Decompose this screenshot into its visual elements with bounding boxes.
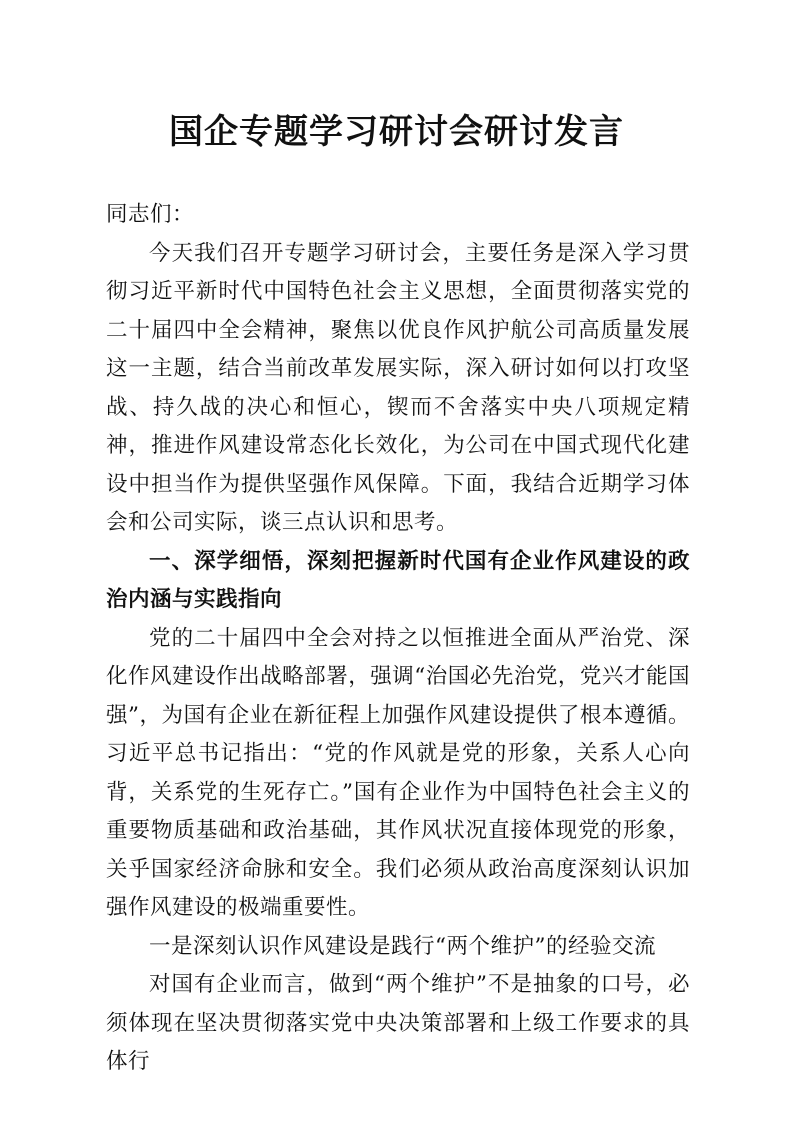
section-heading-1: 一、深学细悟，深刻把握新时代国有企业作风建设的政治内涵与实践指向 (106, 548, 690, 612)
paragraph-subsection-1: 对国有企业而言，做到“两个维护”不是抽象的口号，必须体现在坚决贯彻落实党中央决策部署和上级工作要求的具体行 (106, 972, 690, 1074)
document-body (106, 196, 690, 1082)
paragraph-section-1: 党的二十届四中全会对持之以恒推进全面从严治党、深化作风建设作出战略部署，强调“治国必先治党，党兴才能国强”，为国有企业在新征程上加强作风建设提供了根本遵循。习近平总书记指出：“党的作风就是党的形象，关系人心向背，关系党的生死存亡。”国有企业作为中国特色社会主义的重要物质基础和政治基础，其作风状况直接体现党的形象，关乎国家经济命脉和安全。我们必须从政治高度深刻认识加强作风建设的极端重要性。 (106, 625, 690, 920)
paragraph-intro: 今天我们召开专题学习研讨会，主要任务是深入学习贯彻习近平新时代中国特色社会主义思想，全面贯彻落实党的二十届四中全会精神，聚焦以优良作风护航公司高质量发展这一主题，结合当前改革发展实际，深入研讨如何以打攻坚战、持久战的决心和恒心，锲而不舍落实中央八项规定精神，推进作风建设常态化长效化，为公司在中国式现代化建设中担当作为提供坚强作风保障。下面，我结合近期学习体会和公司实际，谈三点认识和思考。 (106, 240, 690, 535)
salutation: 同志们： (106, 202, 195, 227)
document-title: 国企专题学习研讨会研讨发言 (169, 112, 624, 152)
subheading-1: 一是深刻认识作风建设是践行“两个维护”的经验交流 (149, 933, 656, 959)
